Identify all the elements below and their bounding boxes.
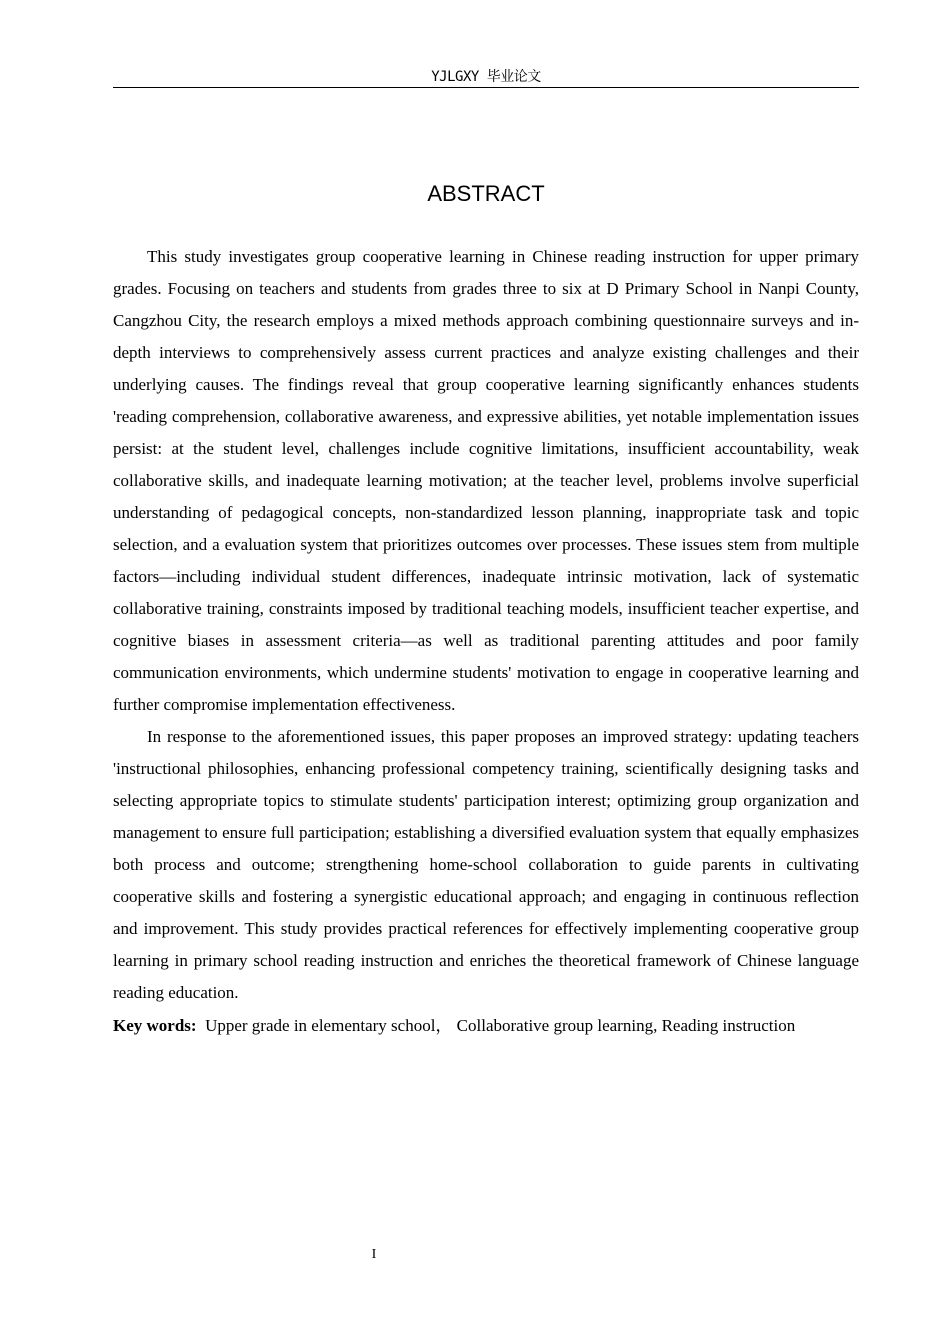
keywords-line	[113, 1010, 859, 1041]
abstract-body	[113, 241, 859, 1041]
page-number: I	[371, 1247, 377, 1262]
keywords-text: Upper grade in elementary school， Collaborative group learning, Reading instruction	[205, 1016, 796, 1035]
abstract-paragraph-1: This study investigates group cooperative learning in Chinese reading instruction for upper primary grades. Focusing on teachers and students from grades three to six at D Primary School in Nanpi County, Cangzhou City, the research employs a mixed methods approach combining questionnaire surveys and in-depth interviews to comprehensively assess current practices and analyze existing challenges and their underlying causes. The findings reveal that group cooperative learning significantly enhances students 'reading comprehension, collaborative awareness, and expressive abilities, yet notable implementation issues persist: at the student level, challenges include cognitive limitations, insufficient accountability, weak collaborative skills, and inadequate learning motivation; at the teacher level, problems involve superficial understanding of pedagogical concepts, non-standardized lesson planning, inappropriate task and topic selection, and a evaluation system that prioritizes outcomes over processes. These issues stem from multiple factors—including individual student differences, inadequate intrinsic motivation, lack of systematic collaborative training, constraints imposed by traditional teaching models, insufficient teacher expertise, and cognitive biases in assessment criteria—as well as traditional parenting attitudes and poor family communication environments, which undermine students' motivation to engage in cooperative learning and further compromise implementation effectiveness.	[113, 247, 859, 714]
running-header: YJLGXY 毕业论文	[113, 68, 859, 88]
abstract-title: ABSTRACT	[427, 181, 545, 206]
abstract-paragraph-2: In response to the aforementioned issues, this paper proposes an improved strategy: updating teachers 'instructional philosophies, enhancing professional competency training, scientifically designing tasks and selecting appropriate topics to stimulate students' participation interest; optimizing group organization and management to ensure full participation; establishing a diversified evaluation system that equally emphasizes both process and outcome; strengthening home-school collaboration to guide parents in cultivating cooperative skills and fostering a synergistic educational approach; and engaging in continuous reflection and improvement. This study provides practical references for effectively implementing cooperative group learning in primary school reading instruction and enriches the theoretical framework of Chinese language reading education.	[113, 727, 859, 1002]
keywords-label: Key words:	[113, 1016, 197, 1035]
